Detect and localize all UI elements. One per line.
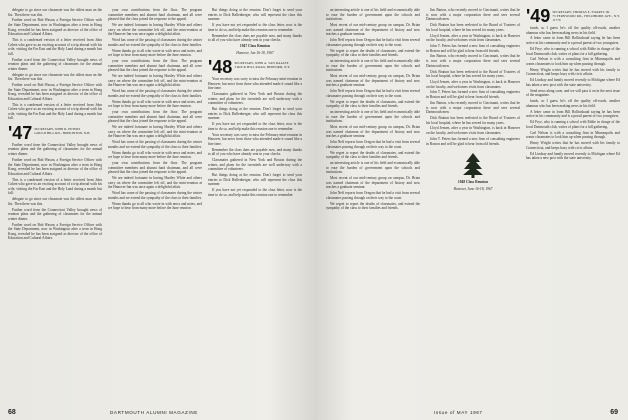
page-number: 68 [8,409,16,416]
paragraph: your own contributions from the floor. The program committee members and alumni fund chairman, and all were pleased that the class joined the response to the appeal. [108,161,202,175]
paragraph: Your secretary was sorry to miss the February mini-reunion in Hanover, but news from those who attended made it sound like a fine time. [208,77,302,91]
paragraph: funds, so I guess he's off the quality off-roads, another alumnus who has been making news in his field. [526,99,620,108]
paragraph: Ed Lindsay and family moved recently to Michigan where Ed has taken a new post with the state university. [526,151,620,161]
paragraph: Word has come of the passing of classmates during the winter months and we extend the sympathy of the class to their families. [108,89,202,98]
paragraph: Lloyd Jensen, after a year in Washington, is back in Hanover on the faculty, and welcomes visits from classmates. [426,126,520,136]
paragraph: Most recent of our mid-century group on campus, Dr. Brian was named chairman of the department of history and now teaches a graduate seminar. [326,125,420,139]
reunion-dates: Hanover, Jun 16-18, 1967 [236,50,274,55]
paragraph: We are indeed fortunate in having Hartley White and others carry on where the committee left off, and the mini-reunion at the Hanover Inn was once again a delightful affair. [108,23,202,37]
secretary-name: SECRETARY, JOHN A. VAN RAALTE [234,61,289,66]
paragraph: Further word on Bob Wason, a Foreign Service Officer with the State Department, now in Washington after a term in Hong Kong, revealed he has been assigned as director of the office of Education and Cultural Affairs. [8,157,102,176]
paragraph: delegate to go since our classmate was the oldest man on the list. Then there was this. [8,8,102,17]
left-column-1 [8,8,102,400]
paragraph: But things doing at the reunion. Don't forget to send your entries to Dick Hallenberger, who will represent the class this summer. [208,173,302,187]
class-year: '48 [208,57,233,78]
class-heading-47 [8,122,102,143]
paragraph: This is a condensed version of a letter received from John Cohen who gave us an exciting account of a trip abroad with his wife, visiting the Far East and the Holy Land during a month last fall. [8,177,102,196]
paragraph: an interesting article is one of his field and economically able to ease the burden of government upon the schools and institutions. [326,110,420,124]
secretary-address: 3 ROCK HILL ROAD, BEDFORD, N.Y. [234,65,291,70]
paragraph: We are indeed fortunate in having Hartley White and others carry on where the committee left off, and the mini-reunion at the Hanover Inn was once again a delightful affair. [108,74,202,88]
class-secretary [34,125,90,135]
paragraph: Lloyd Jensen, after a year in Washington, is back in Hanover on the faculty, and welcomes visits from classmates. [426,33,520,43]
paragraph: We regret to report the deaths of classmates, and extend the sympathy of the class to their families and friends. [326,48,420,58]
running-foot: Issue of MAY 1967 [434,410,483,415]
paragraph: John Neff reports from Oregon that he had a visit from several classmates passing through on their way to the coast. [326,38,420,47]
paragraph: Warm thanks go to all who wrote in with news and notes, and we hope to hear from many more before the June reunion. [108,201,202,211]
paragraph: John T. Peters has formed a new firm of consulting engineers in Boston and will be glad to hear from old friends. [426,44,520,53]
paragraph: A letter came in from Bill Rollinshaud saying he has been active in his community and is a proud parent of two youngsters. [526,109,620,119]
paragraph: Lloyd Jensen, after a year in Washington, is back in Hanover on the faculty, and welcomes visits from classmates. [426,80,520,89]
paragraph: Word has come of the passing of classmates during the winter months and we extend the sympathy of the class to their families. [108,140,202,149]
right-page [314,0,628,420]
paragraph: But things doing at the reunion. Don't forget to send your entries to Dick Hallenberger, who will represent the class this summer. [208,107,302,121]
class-secretary [552,8,620,22]
paragraph: John T. Peters has formed a new firm of consulting engineers in Boston and will be glad to hear from old friends. [426,136,520,146]
paragraph: Dick Bratton has been reelected to the Board of Trustees of his local hospital, where he has served for many years. [426,23,520,32]
page-number: 69 [610,409,618,416]
paragraph: We are indeed fortunate in having Hartley White and others carry on where the committee left off, and the mini-reunion at the Hanover Inn was once again a delightful affair. [108,125,202,139]
reunion-title: 1947 Class Reunion [239,44,271,48]
paragraph: Classmates gathered in New York and Boston during the winter, and plans for the twentieth are well underway with a committee of volunteers. [208,92,302,106]
paragraph: Word has come of the passing of classmates during the winter months and we extend the sympathy of the class to their families. [108,191,202,200]
paragraph: John Neff reports from Oregon that he had a visit from several classmates passing through on their way to the coast. [326,191,420,200]
paragraph: Jim Barton, who recently moved to Cincinnati, writes that he is now with a major corporation there and sees several Dartmouth men. [426,100,520,115]
paragraph: If you have not yet responded to the class letter, now is the time to do so, and help make this reunion one to remember. [208,23,302,32]
paragraph: Henry Wright writes that he has moved with his family to Connecticut, and keeps busy with civic affairs. [526,141,620,150]
paragraph: John T. Peters has formed a new firm of consulting engineers in Boston and will be glad to hear from old friends. [426,90,520,100]
paragraph: A letter came in from Bill Rollinshaud saying he has been active in his community and is a proud parent of two youngsters. [526,36,620,46]
paragraph: Warm thanks go to all who wrote in with news and notes, and we hope to hear from many more before the June reunion. [108,150,202,160]
paragraph: If you have not yet responded to the class letter, now is the time to do so, and help make this reunion one to remember. [208,188,302,197]
paragraph: We regret to report the deaths of classmates, and extend the sympathy of the class to their families and friends. [326,150,420,160]
paragraph: But things doing at the reunion. Don't forget to send your entries to Dick Hallenberger, who will represent the class this summer. [208,8,302,22]
class-secretary [234,59,290,69]
paragraph: Remember the class dues are payable now, and many thanks to all of you who have already sent in your checks. [208,147,302,157]
paragraph: Ed Lindsay and family moved recently to Michigan where Ed has taken a new post with the state university. [526,78,620,87]
paragraph: Ed Frye, who is running a school with Eddie in charge of the local Dartmouth club, writes of plans for a fall gathering. [526,120,620,129]
paragraph: your own contributions from the floor. The program committee members and alumni fund chairman, and all were pleased that the class joined the response to the appeal. [108,8,202,22]
paragraph: an interesting article is one of his field and economically able to ease the burden of government upon the schools and institutions. [326,8,420,22]
secretary-name: SECRETARY, THOMAS E. SWARTZ JR. [552,10,611,14]
secretary-address: 73 FERNWOOD RD., FIELDHOME AVE., N.Y. 11776 [552,14,620,22]
paragraph: Further word from the Connecticut Valley brought news of reunion plans and the gathering of classmates for the annual winter dinner. [8,142,102,157]
paragraph: Send news along soon, and we will pass it on in the next issue of the magazine. [526,88,620,98]
paragraph: If you have not yet responded to the class letter, now is the time to do so, and help make this reunion one to remember. [208,122,302,131]
paragraph: your own contributions from the floor. The program committee members and alumni fund chairman, and all were pleased that the class joined the response to the appeal. [108,59,202,73]
class-heading-49 [526,8,620,24]
paragraph: John Neff reports from Oregon that he had a visit from several classmates passing through on their way to the coast. [326,140,420,149]
class-year: '47 [8,122,33,143]
class-heading-48 [208,57,302,78]
right-column-2 [426,8,520,400]
paragraph: John Neff reports from Oregon that he had a visit from several classmates passing through on their way to the coast. [326,89,420,98]
paragraph: Further word on Bob Wason, a Foreign Service Officer with the State Department, now in Washington after a term in Hong Kong, revealed he has been assigned as director of the office of Education and Cultural Affairs. [8,83,102,101]
paragraph: We are indeed fortunate in having Hartley White and others carry on where the committee left off, and the mini-reunion at the Hanover Inn was once again a delightful affair. [108,176,202,190]
paragraph: This is a condensed version of a letter received from John Cohen who gave us an exciting account of a trip abroad with his wife, visiting the Far East and the Holy Land during a month last fall. [8,38,102,56]
paragraph: Carl Nelson is with a consulting firm in Minneapolis and wants classmates to look him up when passing through. [526,130,620,140]
paragraph: Your secretary was sorry to miss the February mini-reunion in Hanover, but news from those who attended made it sound like a fine time. [208,132,302,146]
paragraph: Further word from the Connecticut Valley brought news of reunion plans and the gathering of classmates for the annual winter dinner. [8,207,102,221]
running-foot: DARTMOUTH ALUMNI MAGAZINE [110,410,198,415]
paragraph: Most recent of our mid-century group on campus, Dr. Brian was named chairman of the department of history and now teaches a graduate seminar. [326,176,420,190]
paragraph: Most recent of our mid-century group on campus, Dr. Brian was named chairman of the department of history and now teaches a graduate seminar. [326,74,420,88]
secretary-name: SECRETARY, JOHN R. PETERS [34,126,81,131]
paragraph: This is a condensed version of a letter received from John Cohen who gave us an exciting account of a trip abroad with his wife, visiting the Far East and the Holy Land during a month last fall. [8,102,102,121]
right-column-3 [526,8,620,400]
paragraph: Ed Frye, who is running a school with Eddie in charge of the local Dartmouth club, writes of plans for a fall gathering. [526,46,620,56]
paragraph: Jim Barton, who recently moved to Cincinnati, writes that he is now with a major corporation there and sees several Dartmouth men. [426,54,520,68]
left-column-2 [108,8,202,400]
paragraph: Remember the class dues are payable now, and many thanks to all of you who have already sent in your checks. [208,33,302,43]
paragraph: Jim Barton, who recently moved to Cincinnati, writes that he is now with a major corporation there and sees several Dartmouth men. [426,8,520,22]
left-column-3 [208,8,302,400]
paragraph: delegate to go since our classmate was the oldest man on the list. Then there was this. [8,197,102,206]
paragraph: Henry Wright writes that he has moved with his family to Connecticut, and keeps busy with civic affairs. [526,67,620,77]
paragraph: Further word on Bob Wason, a Foreign Service Officer with the State Department, now in Washington after a term in Hong Kong, revealed he has been assigned as director of the office of Education and Cultural Affairs. [8,18,102,37]
paragraph: Most recent of our mid-century group on campus, Dr. Brian was named chairman of the department of history and now teaches a graduate seminar. [326,23,420,37]
paragraph: delegate to go since our classmate was the oldest man on the list. Then there was this. [8,72,102,82]
paragraph: We regret to report the deaths of classmates, and extend the sympathy of the class to their families and friends. [326,99,420,109]
paragraph: Carl Nelson is with a consulting firm in Minneapolis and wants classmates to look him up when passing through. [526,57,620,66]
left-page-footer [0,406,314,416]
paragraph: funds, so I guess he's off the quality off-roads, another alumnus who has been making news in his field. [526,26,620,35]
right-page-footer [314,406,628,416]
paragraph: Further word on Bob Wason, a Foreign Service Officer with the State Department, now in Washington after a term in Hong Kong, revealed he has been assigned as director of the office of Education and Cultural Affairs. [8,222,102,241]
paragraph: Warm thanks go to all who wrote in with news and notes, and we hope to hear from many more before the June reunion. [108,99,202,109]
pine-tree-icon [462,152,484,178]
paragraph: Further word from the Connecticut Valley brought news of reunion plans and the gathering of classmates for the annual winter dinner. [8,57,102,71]
paragraph: Warm thanks go to all who wrote in with news and notes, and we hope to hear from many more before the June reunion. [108,48,202,58]
paragraph: Word has come of the passing of classmates during the winter months and we extend the sympathy of the class to their families. [108,38,202,47]
paragraph: Dick Bratton has been reelected to the Board of Trustees of his local hospital, where he has served for many years. [426,69,520,79]
paragraph: an interesting article is one of his field and economically able to ease the burden of government upon the schools and institutions. [326,59,420,73]
paragraph: an interesting article is one of his field and economically able to ease the burden of government upon the schools and institutions. [326,161,420,175]
reunion-title: 1948 Class Reunion [457,180,489,185]
right-column-1 [326,8,420,400]
paragraph: Dick Bratton has been reelected to the Board of Trustees of his local hospital, where he has served for many years. [426,116,520,125]
paragraph: your own contributions from the floor. The program committee members and alumni fund chairman, and all were pleased that the class joined the response to the appeal. [108,110,202,124]
paragraph: Classmates gathered in New York and Boston during the winter, and plans for the twentieth are well underway with a committee of volunteers. [208,158,302,172]
paragraph: We regret to report the deaths of classmates, and extend the sympathy of the class to their families and friends. [326,201,420,211]
reunion-dates: Hanover, June 16-18, 1967 [453,186,493,191]
class-year: '49 [526,8,551,26]
secretary-address: GOULD HILL RD., HOPKINTON, N.H. [34,130,91,135]
